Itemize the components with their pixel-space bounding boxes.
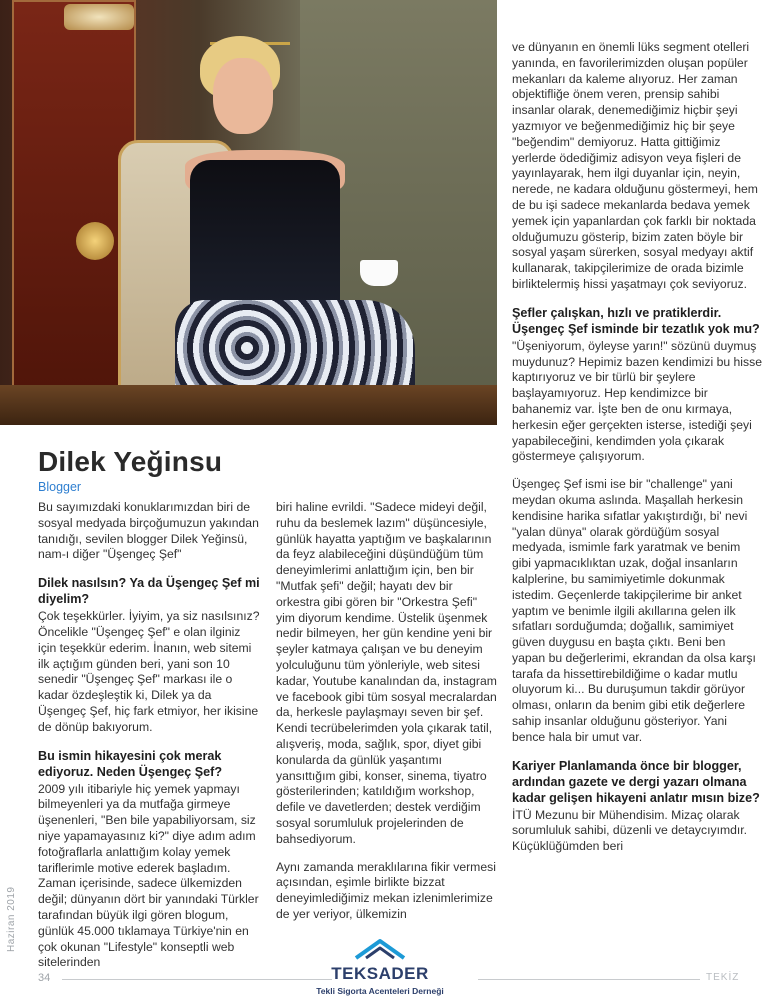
tea-cup <box>360 260 398 286</box>
article-title: Dilek Yeğinsu <box>38 446 223 477</box>
answer-paragraph: Üşengeç Şef ismi ise bir "challenge" yani meydan okuma aslında. Maşallah herkesin kendisine harika sıfatlar yakıştırdığı, bi' nevi "yalan dünya" olarak gördüğüm sosyal medyada, ismimle fark yaratmak ve benim gibi yapmacıklıktan uzak, doğal insanların kalplerine, bu samimiyetimle dokunmak istedim. Geçenlerde takipçilerime bir anket yaptım ve benimle ilgili akıllarına gelen ilk sıfatları sorduğumda; doğallık, samimiyet güven duygusu en başta çıktı. Beni ben yapan bu değerlerimi, ekrandan da olsa karşı tarafa da hissettirebildiğime o kadar mutlu oluyorum ki... Bu duruşumun takdir görüyor olması, onların da benim gibi etik değerlere sahip insanlar olduğunu gösteriyor. Yani bence hala bir umut var. <box>512 477 756 744</box>
page-number: 34 <box>38 972 51 984</box>
column-right <box>512 40 762 867</box>
house-roof-icon <box>352 938 408 960</box>
magazine-name: TEKİZ <box>706 972 740 983</box>
teksader-logo <box>300 938 460 996</box>
logo-wordmark: TEKSADER <box>331 964 429 983</box>
clock-face <box>64 4 134 30</box>
article-subtitle: Blogger <box>38 480 82 494</box>
column-left <box>38 500 262 983</box>
intro-paragraph: Bu sayımızdaki konuklarımızdan biri de sosyal medyada birçoğumuzun yakından tanıdığı, sevilen blogger Dilek Yeğinsü, nam-ı diğer "Üşengeç Şef" <box>38 500 259 562</box>
question-heading: Bu ismin hikayesini çok merak ediyoruz. Neden Üşengeç Şef? <box>38 748 223 779</box>
body-paragraph: Aynı zamanda meraklılarına fikir vermesi açısından, eşimle birlikte bizzat deneyimlediğimiz mekan izlenimlerimize de yer veriyor, ülkemizin <box>276 859 496 921</box>
answer-paragraph: İTÜ Mezunu bir Mühendisim. Mizaç olarak sorumluluk sahibi, düzenli ve detaycıyımdır. Küçüklüğümden beri <box>512 807 748 854</box>
clock-pendulum <box>76 222 114 260</box>
question-heading: Şefler çalışkan, hızlı ve pratiklerdir. Üşengeç Şef isminde bir tezatlık yok mu? <box>512 305 760 336</box>
footer-divider <box>478 979 700 980</box>
column-middle <box>276 500 498 935</box>
woman-face <box>213 58 273 134</box>
footer-divider <box>62 979 332 980</box>
question-heading: Kariyer Planlamanda önce bir blogger, ardından gazete ve dergi yazarı olmana kadar gelişen hikayeni anlatır mısın bize? <box>512 758 760 805</box>
answer-paragraph: "Üşeniyorum, öyleyse yarın!" sözünü duymuş muydunuz? Hepimiz bazen kendimizi bu hisse kaptırıyoruz ve bir türlü bir şeylere başlayamıyoruz. Hep kendimizce bir bahanemiz var. İşte ben de onu kırmaya, herkesin eğer gerçekten isterse, istediği şeyi yapabileceğini, kendimden yola çıkarak göstermeye çalışıyorum. <box>512 338 762 464</box>
wooden-floor <box>0 385 497 425</box>
body-paragraph: ve dünyanın en önemli lüks segment otelleri yanında, en favorilerimizden oluşan popüler mekanları da kaleme alıyoruz. Her zaman objektifliğe önem veren, prensip sahibi insanlar olarak, denemediğimiz hiçbir şeyi yazmıyor ve beğenmediğimiz hiç bir şeye "beğendim" demiyoruz. Hatta gittiğimiz yerlerde ödediğimiz adisyon veya fişleri de yayınlayarak, hem ilgi duyanlar için, neyin, nerede, ne kadara olduğunu göstermeyi, hem de bu işi sadece mekanlarda bedava yemek yemek için yapanlardan çok farklı bir noktada olduğumuzu gösterip, bizim zaten böyle bir sosyal yaşam sürerken, sosyal medyayı aktif kullanarak, takipçilerimize de orada bizimle birliktelermiş hissi yaşatmayı çok seviyoruz. <box>512 40 758 291</box>
question-heading: Dilek nasılsın? Ya da Üşengeç Şef mi diyelim? <box>38 576 260 607</box>
portrait-photo <box>0 0 497 425</box>
logo-tagline: Tekli Sigorta Acenteleri Derneği <box>316 986 444 996</box>
answer-paragraph: 2009 yılı itibariyle hiç yemek yapmayı bilmeyenleri ya da mutfağa girmeye üşenenleri, "Ben bile yapabiliyorsam, siz niye yapamayasınız ki?" diye adım adım fotoğraflarla anlattığım kolay yemek tariflerimle motive ederek başladım. Zaman içerisinde, sadece ülkemizden değil; dünyanın dört bir yanındaki Türkler tarafından büyük ilgi gören blogum, günlük 45.000 tıklamaya Türkiye'nin en çok okunan "Lifestyle" konseptli web sitelerinden <box>38 781 259 970</box>
body-paragraph: biri haline evrildi. "Sadece mideyi değil, ruhu da beslemek lazım" düşüncesiyle, günlük hayatta yaptığım ve başkalarının da feyz alabileceğini düşündüğüm tüm deneyimlerimi anlattığım için, ben bir "Mutfak şefi" değil; hayatı dev bir orkestra gibi gören bir "Orkestra Şefi" yim diyorum kendime. Üstelik üşenmek nedir bilmeyen, her gün kendine yeni bir şeyler katmaya çalışan ve bu deneyim yolculuğunu tüm yönleriyle, web sitesi kadar, Youtube kanalından da, instagram ve facebook gibi tüm sosyal mecralardan da, herkesle paylaşmayı seven bir şef. Kendi tecrübelerimden yola çıkarak tatil, alışveriş, moda, sağlık, spor, diyet gibi konularda da günlük yaşantımı yansıttığım gibi, konser, sinema, tiyatro gösterilerinden; katıldığım workshop, defile ve davetlerden; destek verdiğim sosyal sorumluluk projelerinden de bahsediyorum. <box>276 500 497 846</box>
issue-date: Haziran 2019 <box>6 886 17 952</box>
answer-paragraph: Çok teşekkürler. İyiyim, ya siz nasılsınız? Öncelikle "Üşengeç Şef" e olan ilginiz için teşekkür ederim. İnanın, web sitemi ilk açtığım günden beri, yani son 10 senedir "Üşengeç Şef" markası ile o kadar özdeşleştik ki, Dilek ya da Üşengeç Şef, hiç fark etmiyor, her ikisine de dönüp bakıyorum. <box>38 609 260 734</box>
